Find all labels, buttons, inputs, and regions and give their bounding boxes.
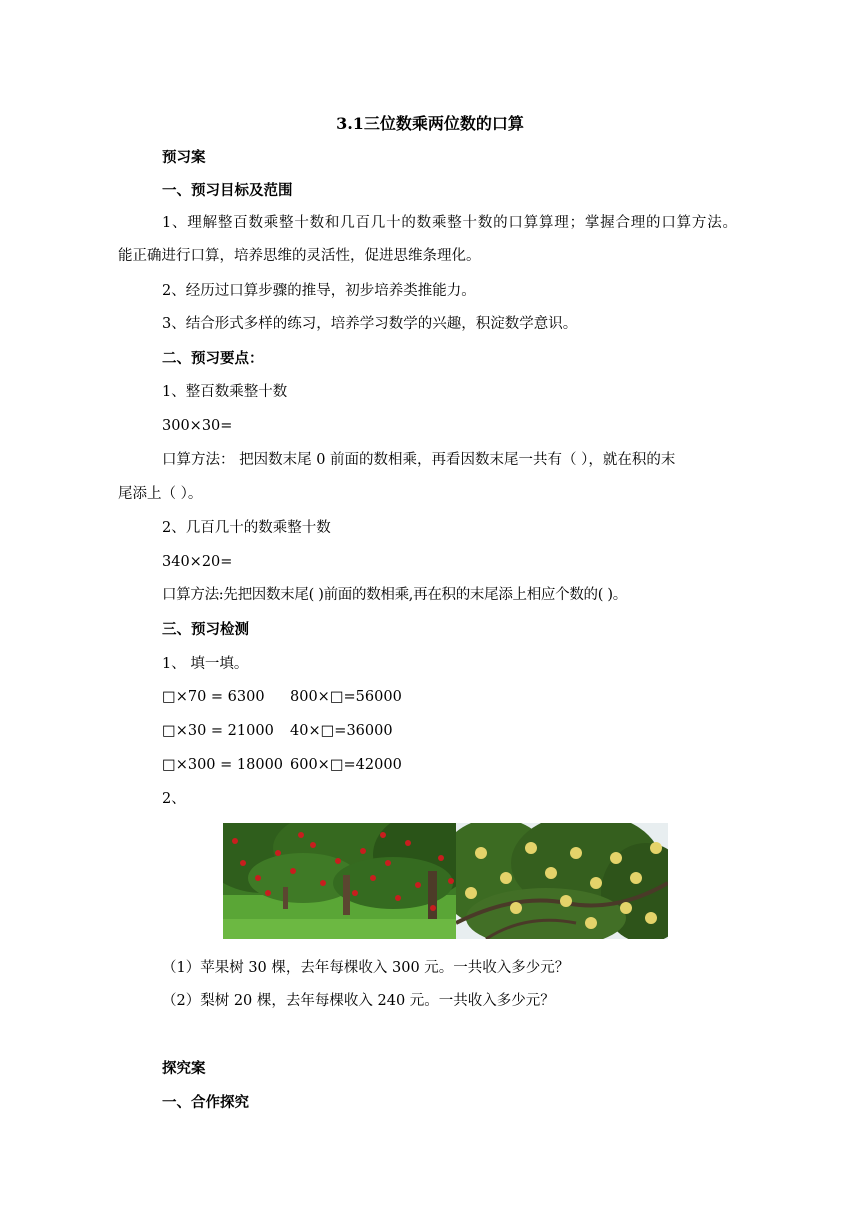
pear-tree-photo [456, 823, 668, 939]
fill-row-3-right: 600×□=42000 [290, 757, 402, 773]
explore-heading: 探究案 [162, 1060, 206, 1077]
objective-1-line1: 1、理解整百数乘整十数和几百几十的数乘整十数的口算算理；掌握合理的口算方法。 [162, 215, 737, 231]
q1-title: 1、 填一填。 [162, 656, 249, 672]
objective-1-line2: 能正确进行口算，培养思维的灵活性，促进思维条理化。 [118, 248, 481, 264]
fill-row-3-left: □×300 = 18000 [162, 757, 284, 773]
point1-method-line2: 尾添上（ ）。 [118, 486, 203, 502]
point1-title: 1、整百数乘整十数 [162, 384, 288, 400]
q2-sub2: （2）梨树 20 棵，去年每棵收入 240 元。一共收入多少元？ [162, 993, 555, 1009]
section2-heading: 二、预习要点： [162, 350, 264, 367]
q2-title: 2、 [162, 791, 186, 807]
preview-heading: 预习案 [162, 149, 206, 166]
point1-method-line1: 口算方法： 把因数末尾 0 前面的数相乘，再看因数末尾一共有（ ），就在积的末 [162, 452, 676, 468]
section1-heading: 一、预习目标及范围 [162, 182, 293, 199]
apple-tree-photo [223, 823, 456, 939]
fill-row-2-right: 40×□=36000 [290, 723, 393, 739]
point1-expression: 300×30= [162, 418, 233, 434]
page-title: 3.1三位数乘两位数的口算 [336, 114, 524, 133]
fill-row-1-right: 800×□=56000 [290, 689, 402, 705]
q2-sub1: （1）苹果树 30 棵，去年每棵收入 300 元。一共收入多少元？ [162, 960, 570, 976]
point2-expression: 340×20= [162, 554, 233, 570]
section3-heading: 三、预习检测 [162, 621, 249, 638]
objective-2: 2、经历过口算步骤的推导，初步培养类推能力。 [162, 283, 476, 299]
orchard-photos [223, 823, 668, 939]
fill-row-2-left: □×30 = 21000 [162, 723, 274, 739]
fill-row-1-left: □×70 = 6300 [162, 689, 265, 705]
point2-method: 口算方法:先把因数末尾( )前面的数相乘,再在积的末尾添上相应个数的( )。 [162, 587, 627, 603]
explore-section1-heading: 一、合作探究 [162, 1094, 249, 1111]
objective-3: 3、结合形式多样的练习，培养学习数学的兴趣，积淀数学意识。 [162, 316, 578, 332]
point2-title: 2、几百几十的数乘整十数 [162, 520, 331, 536]
